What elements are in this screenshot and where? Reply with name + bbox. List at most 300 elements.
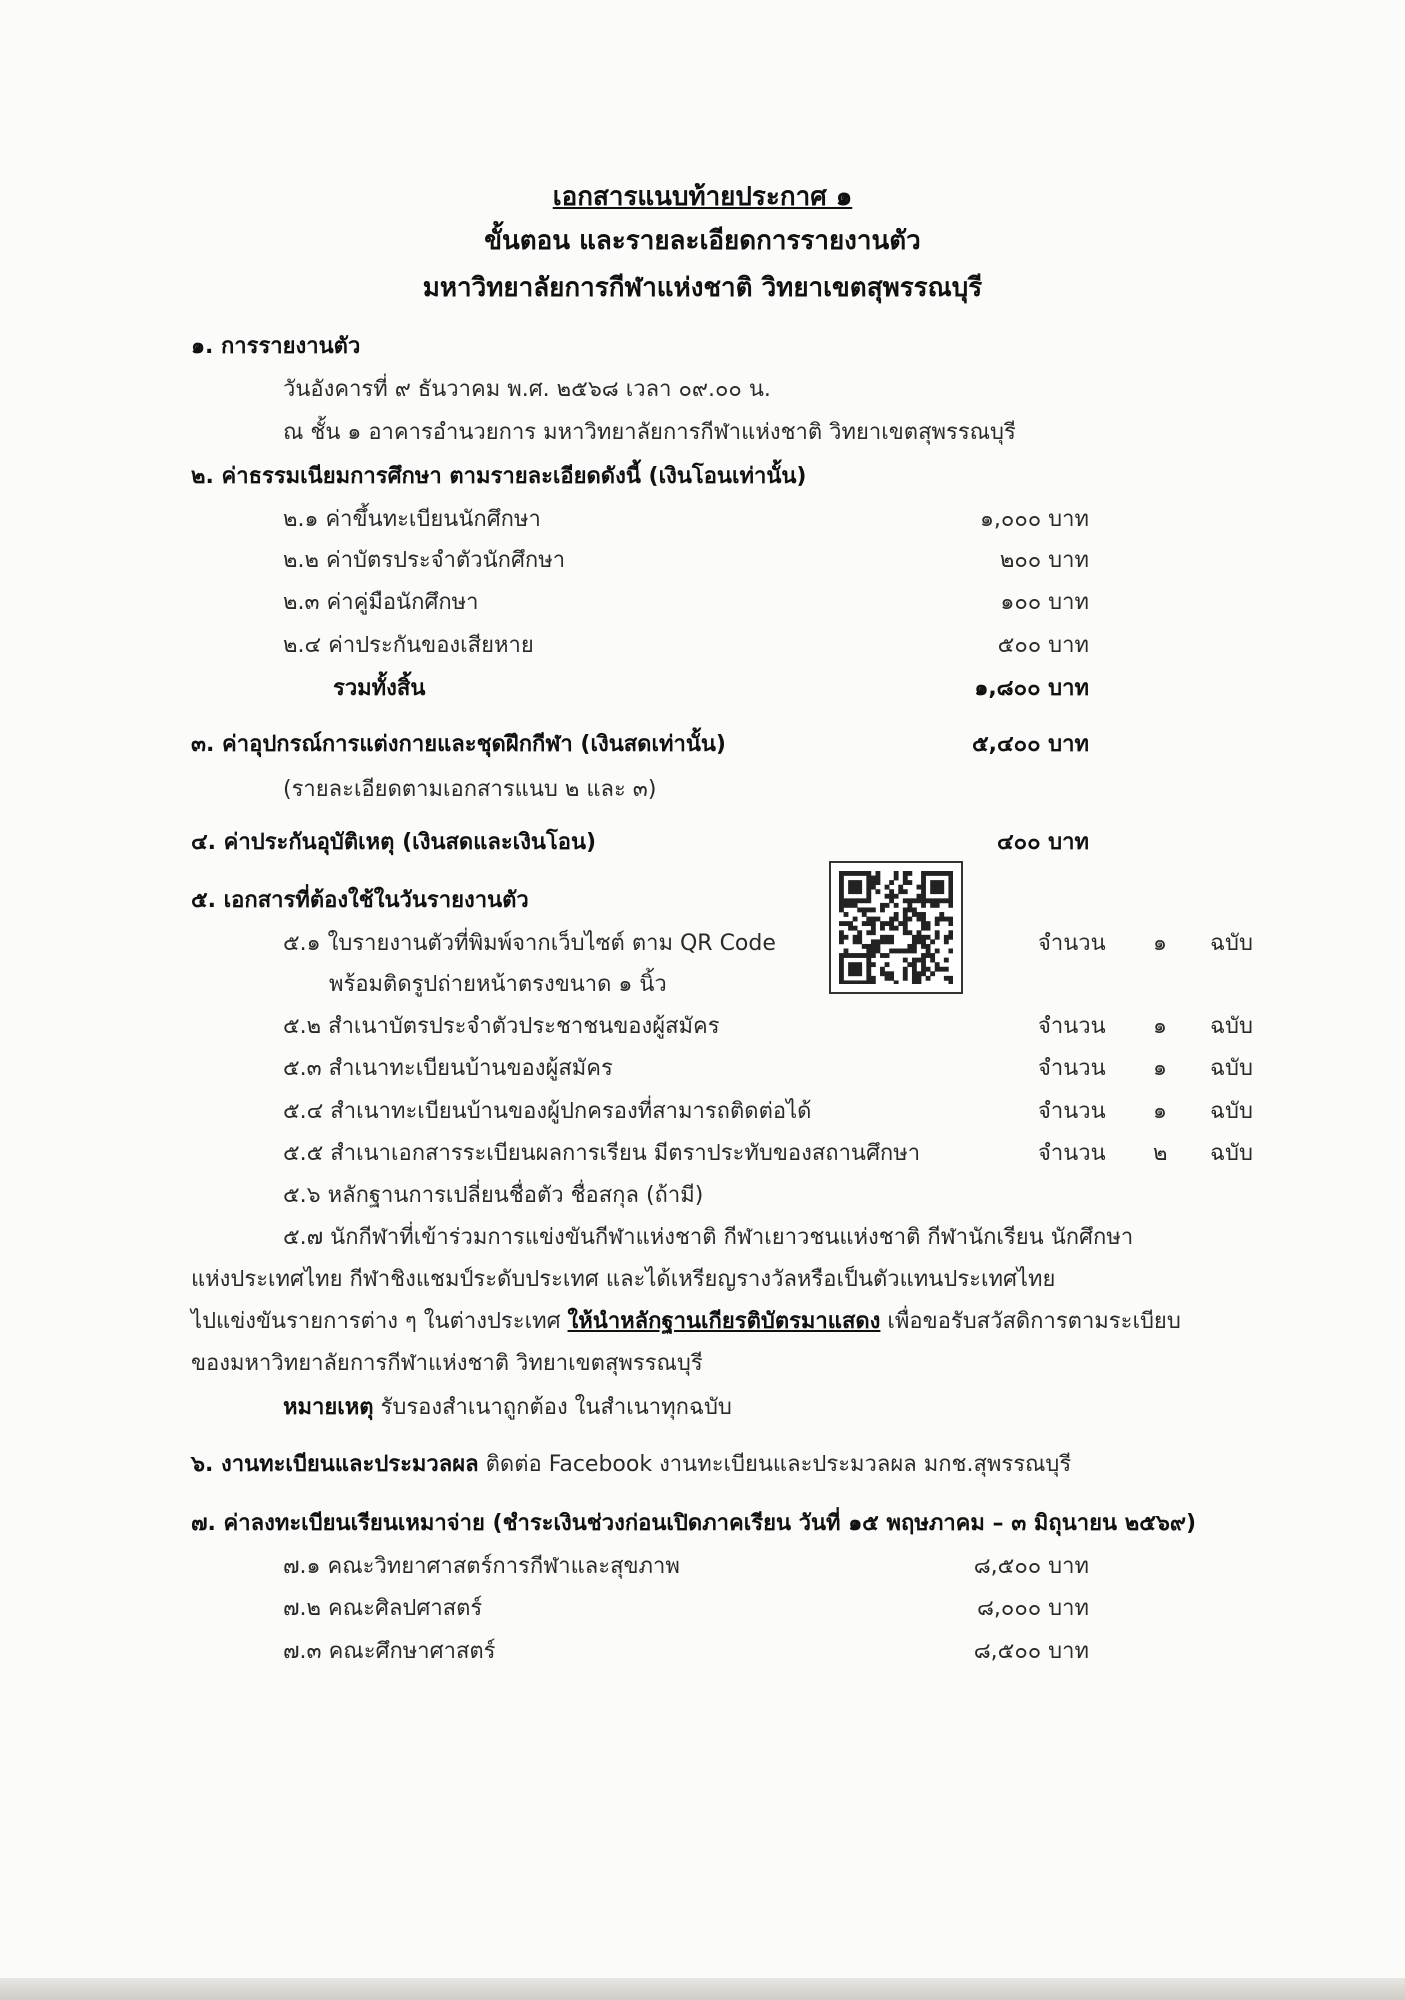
section-1-heading: ๑. การรายงานตัว (191, 334, 361, 359)
qr-module (944, 871, 949, 876)
qr-module (889, 898, 894, 903)
remark (283, 1393, 732, 1423)
qr-module (885, 894, 890, 899)
qr-module (885, 921, 890, 926)
qty: ๒ (1153, 1141, 1168, 1166)
qr-module (839, 962, 844, 967)
qr-module (948, 935, 953, 940)
qr-module (903, 926, 908, 931)
qr-module (907, 898, 912, 903)
qr-module (839, 935, 844, 940)
qr-module (857, 953, 862, 958)
qr-module (926, 953, 931, 958)
qr-module (866, 885, 871, 890)
qr-module (889, 976, 894, 981)
qr-module (939, 885, 944, 890)
qr-module (853, 971, 858, 976)
qr-module (926, 967, 931, 972)
qr-module (839, 971, 844, 976)
qr-module (903, 930, 908, 935)
qr-module (880, 971, 885, 976)
athlete-paragraph-line: แห่งประเทศไทย กีฬาชิงแชมป์ระดับประเทศ และได้เหรียญรางวัลหรือเป็นตัวแทนประเทศไทย (191, 1267, 1056, 1292)
tuition-amount: ๘,๐๐๐ บาท (976, 1596, 1089, 1621)
qr-module (903, 907, 908, 912)
qty-label: จำนวน (1038, 1014, 1106, 1039)
qr-module (944, 917, 949, 922)
doc-university: มหาวิทยาลัยการกีฬาแห่งชาติ วิทยาเขตสุพรรณบุรี (422, 273, 983, 303)
qr-module (871, 980, 876, 984)
qr-module (903, 976, 908, 981)
qr-module (903, 917, 908, 922)
qr-module (862, 898, 867, 903)
qr-module (866, 876, 871, 881)
qr-module (889, 949, 894, 954)
qr-module (921, 871, 926, 876)
report-date: วันอังคารที่ ๙ ธันวาคม พ.ศ. ๒๕๖๘ เวลา ๐๙.๐๐ น. (283, 377, 771, 402)
qr-module (839, 967, 844, 972)
qr-module (871, 976, 876, 981)
qr-module (930, 953, 935, 958)
qr-module (948, 949, 953, 954)
qr-module (930, 971, 935, 976)
qr-module (848, 971, 853, 976)
qr-module (917, 939, 922, 944)
qr-module (839, 953, 844, 958)
qr-module (889, 894, 894, 899)
qr-module (866, 971, 871, 976)
qr-module (862, 921, 867, 926)
qty-label: จำนวน (1038, 1141, 1106, 1166)
qr-module (871, 926, 876, 931)
qr-module (921, 958, 926, 963)
qr-module (866, 917, 871, 922)
qr-module (921, 894, 926, 899)
para-text: ไปแข่งขันรายการต่าง ๆ ในต่างประเทศ (191, 1309, 568, 1334)
qr-module (871, 944, 876, 949)
qr-module (875, 949, 880, 954)
qr-module (917, 971, 922, 976)
qr-module (912, 958, 917, 963)
qr-module (935, 967, 940, 972)
tuition-amount: ๘,๕๐๐ บาท (973, 1554, 1089, 1579)
qr-code-pattern (839, 871, 953, 984)
qr-module (857, 930, 862, 935)
qr-module (853, 962, 858, 967)
qr-module (871, 885, 876, 890)
qr-module (894, 926, 899, 931)
qr-module (930, 898, 935, 903)
section-6-heading: ๖. งานทะเบียนและประมวลผล (191, 1452, 479, 1477)
qr-module (930, 939, 935, 944)
qr-module (898, 885, 903, 890)
athlete-paragraph-line: ของมหาวิทยาลัยการกีฬาแห่งชาติ วิทยาเขตสุพรรณบุรี (191, 1351, 703, 1376)
qr-module (885, 962, 890, 967)
qr-module (944, 958, 949, 963)
qr-module (930, 889, 935, 894)
qr-module (935, 949, 940, 954)
qr-module (912, 935, 917, 940)
qr-module (889, 926, 894, 931)
qr-module (866, 944, 871, 949)
qr-module (853, 898, 858, 903)
qr-module (853, 939, 858, 944)
qr-module (866, 967, 871, 972)
qr-module (866, 921, 871, 926)
qr-module (912, 898, 917, 903)
qr-module (839, 939, 844, 944)
qr-module (903, 871, 908, 876)
qr-module (921, 880, 926, 885)
qr-module (857, 971, 862, 976)
qr-module (935, 880, 940, 885)
qr-module (866, 930, 871, 935)
qr-module (866, 880, 871, 885)
qr-module (848, 871, 853, 876)
qr-module (921, 944, 926, 949)
qr-module (844, 953, 849, 958)
qr-module (857, 962, 862, 967)
qr-module (907, 962, 912, 967)
qr-module (930, 871, 935, 876)
qr-module (844, 980, 849, 984)
qty-label: จำนวน (1038, 931, 1106, 956)
qr-module (894, 949, 899, 954)
qr-module (944, 967, 949, 972)
qty: ๑ (1153, 1056, 1167, 1081)
qr-module (889, 889, 894, 894)
qr-module (912, 967, 917, 972)
tuition-item: ๗.๑ คณะวิทยาศาสตร์การกีฬาและสุขภาพ (283, 1554, 680, 1579)
qr-module (948, 921, 953, 926)
qr-module (907, 907, 912, 912)
section-3-note: (รายละเอียดตามเอกสารแนบ ๒ และ ๓) (283, 777, 657, 802)
qr-module (866, 907, 871, 912)
section-2-heading: ๒. ค่าธรรมเนียมการศึกษา ตามรายละเอียดดังนี้ (เงินโอนเท่านั้น) (191, 464, 807, 489)
qr-module (917, 935, 922, 940)
qr-module (871, 953, 876, 958)
qr-module (948, 880, 953, 885)
qr-module (935, 903, 940, 908)
qr-module (875, 944, 880, 949)
qr-module (903, 912, 908, 917)
qr-module (921, 889, 926, 894)
qr-module (912, 980, 917, 984)
qty-unit: ฉบับ (1210, 1014, 1253, 1039)
qr-module (857, 939, 862, 944)
qr-module (921, 967, 926, 972)
qr-module (948, 885, 953, 890)
qr-module (862, 871, 867, 876)
qr-module (857, 967, 862, 972)
qty-unit: ฉบับ (1210, 1056, 1253, 1081)
qr-module (875, 917, 880, 922)
qr-module (948, 903, 953, 908)
qr-module (857, 880, 862, 885)
fee-amount: ๑๐๐ บาท (1000, 590, 1089, 615)
para-text: เพื่อขอรับสวัสดิการตามระเบียบ (880, 1309, 1181, 1334)
qty-unit: ฉบับ (1210, 1099, 1253, 1124)
qr-module (948, 898, 953, 903)
qr-module (948, 980, 953, 984)
doc-item: ๕.๕ สำเนาเอกสารระเบียนผลการเรียน มีตราประทับของสถานศึกษา (283, 1141, 921, 1166)
qr-module (862, 907, 867, 912)
qr-module (903, 876, 908, 881)
qr-module (871, 876, 876, 881)
qr-module (935, 921, 940, 926)
section-3-amount: ๕,๔๐๐ บาท (972, 732, 1089, 757)
qty: ๑ (1153, 1014, 1167, 1039)
qr-module (926, 976, 931, 981)
qr-module (912, 907, 917, 912)
qr-module (926, 871, 931, 876)
qr-module (926, 926, 931, 931)
remark-label: หมายเหตุ (283, 1395, 374, 1420)
fee-item: ๒.๑ ค่าขึ้นทะเบียนนักศึกษา (283, 507, 541, 532)
qr-module (917, 912, 922, 917)
qr-module (889, 921, 894, 926)
qr-module (917, 917, 922, 922)
qr-module (853, 889, 858, 894)
qr-module (866, 949, 871, 954)
qr-module (930, 880, 935, 885)
qr-module (844, 903, 849, 908)
qr-module (894, 980, 899, 984)
qr-module (939, 880, 944, 885)
qr-module (885, 935, 890, 940)
qr-module (871, 939, 876, 944)
qr-module (848, 921, 853, 926)
qr-module (907, 930, 912, 935)
qr-module (875, 880, 880, 885)
qr-module (903, 898, 908, 903)
qr-module (903, 949, 908, 954)
qty-label: จำนวน (1038, 1056, 1106, 1081)
qr-module (839, 871, 844, 876)
qr-module (853, 967, 858, 972)
qr-module (862, 953, 867, 958)
qr-module (912, 939, 917, 944)
qr-module (880, 921, 885, 926)
qr-module (921, 953, 926, 958)
doc-item: ๕.๒ สำเนาบัตรประจำตัวประชาชนของผู้สมัคร (283, 1014, 720, 1039)
qr-module (875, 871, 880, 876)
qr-module (921, 921, 926, 926)
qr-module (894, 903, 899, 908)
qr-module (885, 939, 890, 944)
qr-module (935, 889, 940, 894)
qr-module (948, 917, 953, 922)
qr-module (907, 944, 912, 949)
qr-module (848, 967, 853, 972)
qr-module (907, 903, 912, 908)
section-5-heading: ๕. เอกสารที่ต้องใช้ในวันรายงานตัว (191, 888, 529, 913)
qr-module (948, 930, 953, 935)
remark-text: รับรองสำเนาถูกต้อง ในสำเนาทุกฉบับ (373, 1395, 732, 1420)
qty-unit: ฉบับ (1210, 931, 1253, 956)
section-4-amount: ๔๐๐ บาท (997, 830, 1089, 855)
qr-module (921, 971, 926, 976)
qr-module (866, 889, 871, 894)
qr-module (935, 930, 940, 935)
tuition-item: ๗.๓ คณะศึกษาศาสตร์ (283, 1639, 496, 1664)
doc-item: ๕.๖ หลักฐานการเปลี่ยนชื่อตัว ชื่อสกุล (ถ้ามี) (283, 1183, 704, 1208)
qr-module (839, 876, 844, 881)
qr-module (926, 935, 931, 940)
qr-module (853, 917, 858, 922)
qr-module (880, 907, 885, 912)
qr-module (848, 889, 853, 894)
qr-module (948, 894, 953, 899)
qr-module (871, 930, 876, 935)
qr-module (912, 949, 917, 954)
qr-module (917, 976, 922, 981)
qr-module (903, 880, 908, 885)
qr-module (935, 898, 940, 903)
qr-module (898, 921, 903, 926)
qty-label: จำนวน (1038, 1099, 1106, 1124)
qr-module (939, 912, 944, 917)
section-7-heading: ๗. ค่าลงทะเบียนเรียนเหมาจ่าย (ชำระเงินช่วงก่อนเปิดภาคเรียน วันที่ ๑๕ พฤษภาคม – ๓ มิถุนายน ๒๕๖๙) (191, 1511, 1196, 1536)
qr-module (880, 903, 885, 908)
qr-module (844, 921, 849, 926)
qr-module (948, 976, 953, 981)
section-6-text: ติดต่อ Facebook งานทะเบียนและประมวลผล มกช.สุพรรณบุรี (478, 1452, 1072, 1477)
qr-module (875, 876, 880, 881)
qr-module (912, 962, 917, 967)
section-4-heading: ๔. ค่าประกันอุบัติเหตุ (เงินสดและเงินโอน) (191, 830, 597, 855)
qr-module (889, 880, 894, 885)
fee-amount: ๕๐๐ บาท (997, 633, 1089, 658)
qty: ๑ (1153, 931, 1167, 956)
qr-module (939, 967, 944, 972)
qr-module (944, 898, 949, 903)
qr-module (862, 980, 867, 984)
qr-module (921, 898, 926, 903)
qr-module (871, 921, 876, 926)
qty-unit: ฉบับ (1210, 1141, 1253, 1166)
qr-module (844, 898, 849, 903)
qr-module (866, 976, 871, 981)
qr-module (930, 885, 935, 890)
qr-module (839, 980, 844, 984)
qr-module (848, 898, 853, 903)
fee-item: ๒.๒ ค่าบัตรประจำตัวนักศึกษา (283, 548, 566, 573)
qr-module (866, 980, 871, 984)
qr-module (875, 939, 880, 944)
qr-module (839, 880, 844, 885)
qr-module (912, 976, 917, 981)
report-place: ณ ชั้น ๑ อาคารอำนวยการ มหาวิทยาลัยการกีฬาแห่งชาติ วิทยาเขตสุพรรณบุรี (283, 420, 1016, 445)
qr-module (921, 935, 926, 940)
qr-module (917, 898, 922, 903)
qr-module (862, 944, 867, 949)
section-3-heading: ๓. ค่าอุปกรณ์การแต่งกายและชุดฝึกกีฬา (เงินสดเท่านั้น) (191, 732, 726, 757)
qr-module (853, 885, 858, 890)
qr-module (917, 894, 922, 899)
qr-module (921, 917, 926, 922)
qr-module (848, 980, 853, 984)
qr-module (926, 944, 931, 949)
qr-module (921, 962, 926, 967)
qr-module (871, 962, 876, 967)
tuition-item: ๗.๒ คณะศิลปศาสตร์ (283, 1596, 483, 1621)
qr-module (903, 958, 908, 963)
qr-module (871, 880, 876, 885)
qr-module (853, 880, 858, 885)
qr-module (894, 917, 899, 922)
qr-module (903, 889, 908, 894)
qr-module (885, 903, 890, 908)
qr-module (921, 903, 926, 908)
qr-module (880, 953, 885, 958)
qr-module (930, 903, 935, 908)
qr-module (839, 894, 844, 899)
fee-amount: ๒๐๐ บาท (999, 548, 1089, 573)
qr-module (866, 898, 871, 903)
qr-module (871, 949, 876, 954)
qr-module (871, 907, 876, 912)
qr-module (848, 962, 853, 967)
qr-module (866, 953, 871, 958)
qr-module (857, 980, 862, 984)
qr-module (839, 921, 844, 926)
qr-module (903, 971, 908, 976)
qr-module (926, 921, 931, 926)
doc-item: ๕.๑ ใบรายงานตัวที่พิมพ์จากเว็บไซต์ ตาม QR Code (283, 931, 776, 956)
qr-module (839, 976, 844, 981)
qr-module (866, 871, 871, 876)
qr-module (866, 962, 871, 967)
qr-module (917, 958, 922, 963)
qr-module (839, 907, 844, 912)
qr-module (853, 953, 858, 958)
qr-module (894, 894, 899, 899)
qr-module (917, 980, 922, 984)
qr-module (921, 885, 926, 890)
qr-module (857, 885, 862, 890)
qr-module (848, 926, 853, 931)
qr-module (885, 885, 890, 890)
qr-module (871, 917, 876, 922)
qr-module (880, 967, 885, 972)
qr-module (857, 871, 862, 876)
qr-module (880, 935, 885, 940)
qr-module (935, 962, 940, 967)
qr-module (885, 976, 890, 981)
section-6 (191, 1450, 1071, 1480)
qr-module (866, 894, 871, 899)
qr-module (926, 949, 931, 954)
qr-module (853, 871, 858, 876)
qr-module (930, 958, 935, 963)
qr-module (885, 953, 890, 958)
qr-module (917, 885, 922, 890)
qr-module (853, 903, 858, 908)
qr-module (880, 926, 885, 931)
qr-module (912, 912, 917, 917)
qr-module (853, 980, 858, 984)
qr-module (839, 930, 844, 935)
qr-module (848, 880, 853, 885)
qr-module (857, 907, 862, 912)
qr-module (907, 917, 912, 922)
qr-module (912, 944, 917, 949)
qr-module (839, 898, 844, 903)
qr-module (921, 939, 926, 944)
qr-code[interactable] (829, 861, 963, 994)
doc-subtitle: ขั้นตอน และรายละเอียดการรายงานตัว (484, 226, 921, 256)
qr-module (839, 885, 844, 890)
